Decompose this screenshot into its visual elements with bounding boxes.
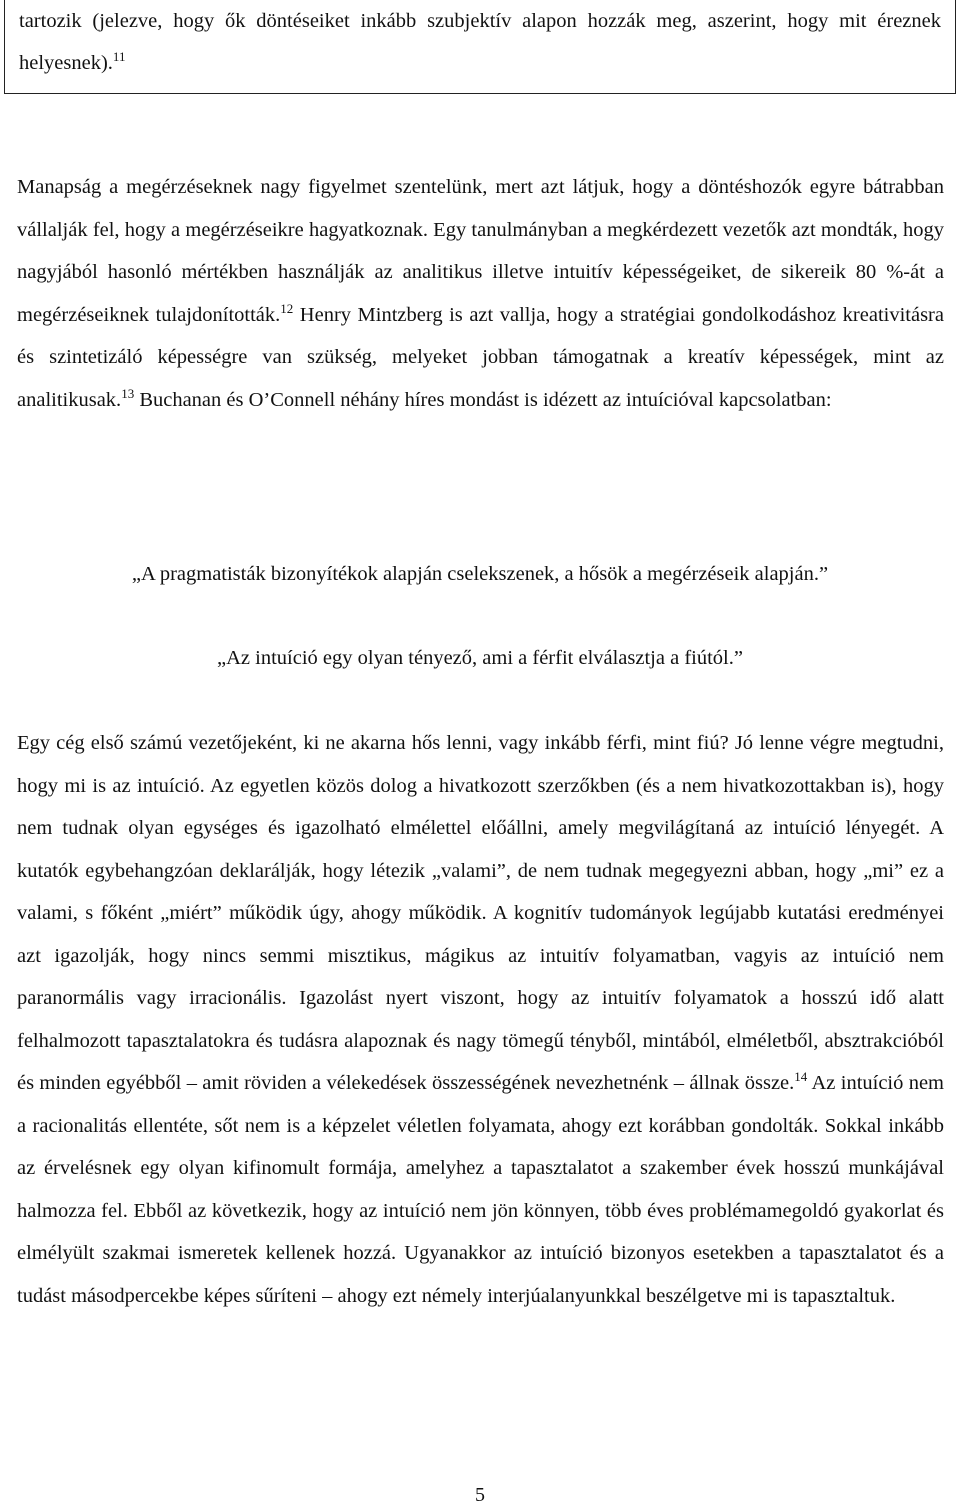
para1-part1: Manapság a megérzéseknek nagy figyelmet szentelünk, mert azt látjuk, hogy a döntéshozók egyre bátrabban vállalják fel, hogy a megérzéseikre hagyatkoznak. Egy tanulmányban a megkérdezett vezetők azt mondták, hogy nagyjából hasonló mértékben használják az analitikus illetve intuitív képességeiket, de sikereik 80 %-át a megérzéseiknek tulajdonították.	[17, 176, 944, 326]
quote-intuition: „Az intuíció egy olyan tényező, ami a férfit elválasztja a fiútól.”	[217, 647, 743, 669]
paragraph-main-text	[17, 722, 944, 1317]
paragraph-intro-text	[17, 166, 944, 421]
para1-part3: Buchanan és O’Connell néhány híres mondást is idézett az intuícióval kapcsolatban:	[134, 388, 832, 411]
footnote-ref-11: 11	[112, 49, 126, 65]
footnote-box	[4, 0, 956, 94]
para2-part1: Egy cég első számú vezetőjeként, ki ne akarna hős lenni, vagy inkább férfi, mint fiú? Jó lenne végre megtudni, hogy mi is az intuíció. Az egyetlen közös dolog a hivatkozott szerzőkben (és a nem hivatkozottakban is), hogy nem tudnak olyan egységes és igazolható elmélettel előállni, amely megvilágítaná az intuíció lényegét. A kutatók egybehangzóan deklarálják, hogy létezik „valami”, de nem tudnak megegyezni abban, hogy „mi” ez a valami, s főként „miért” működik úgy, ahogy működik. A kognitív tudományok legújabb kutatási eredményei azt igazolják, hogy nincs semmi misztikus, mágikus az intuitív folyamatban, vagyis az intuíció nem paranormális vagy irracionális. Igazolást nyert viszont, hogy az intuitív folyamatok a hosszú idő alatt felhalmozott tapasztalatokra és tudásra alapoznak és nagy tömegű tényből, mintából, elméletből, absztrakcióból és minden egyébből – amit röviden a vélekedések összességének nevezhetnénk – állnak össze.	[17, 732, 944, 1094]
footnote-ref-12: 12	[280, 300, 294, 316]
footnote-ref-14: 14	[794, 1069, 808, 1085]
paragraph-main	[17, 722, 944, 1317]
footnote-ref-13: 13	[121, 385, 135, 401]
para2-part2: Az intuíció nem a racionalitás ellentéte, sőt nem is a képzelet véletlen folyamata, ahogy ezt korábban gondolták. Sokkal inkább az érvelésnek egy olyan kifinomult formája, amelyhez a tapasztalatot a szakember évek hosszú munkájával halmozza fel. Ebből az következik, hogy az intuíció nem jön könnyen, több éves problémamegoldó gyakorlat és elmélyült szakmai ismeretek kellenek hozzá. Ugyanakkor az intuíció bizonyos esetekben a tapasztalatot és a tudást másodpercekbe képes sűríteni – ahogy ezt némely interjúalanyunkkal beszélgetve mi is tapasztaltuk.	[17, 1072, 945, 1307]
footnote-text	[5, 0, 955, 84]
quote-pragmatists: „A pragmatisták bizonyítékok alapján cselekszenek, a hősök a megérzéseik alapján.”	[131, 563, 829, 585]
paragraph-intro	[17, 166, 944, 421]
page-number: 5	[475, 1484, 485, 1506]
para1-part2: Henry Mintzberg is azt vallja, hogy a stratégiai gondolkodáshoz kreativitásra és szintetizáló képességre van szükség, melyeket jobban támogatnak a kreatív képességek, mint az analitikusak.	[17, 303, 944, 411]
footnote-body: tartozik (jelezve, hogy ők döntéseiket inkább szubjektív alapon hozzák meg, aszerint, hogy mit éreznek helyesnek).	[19, 10, 941, 74]
